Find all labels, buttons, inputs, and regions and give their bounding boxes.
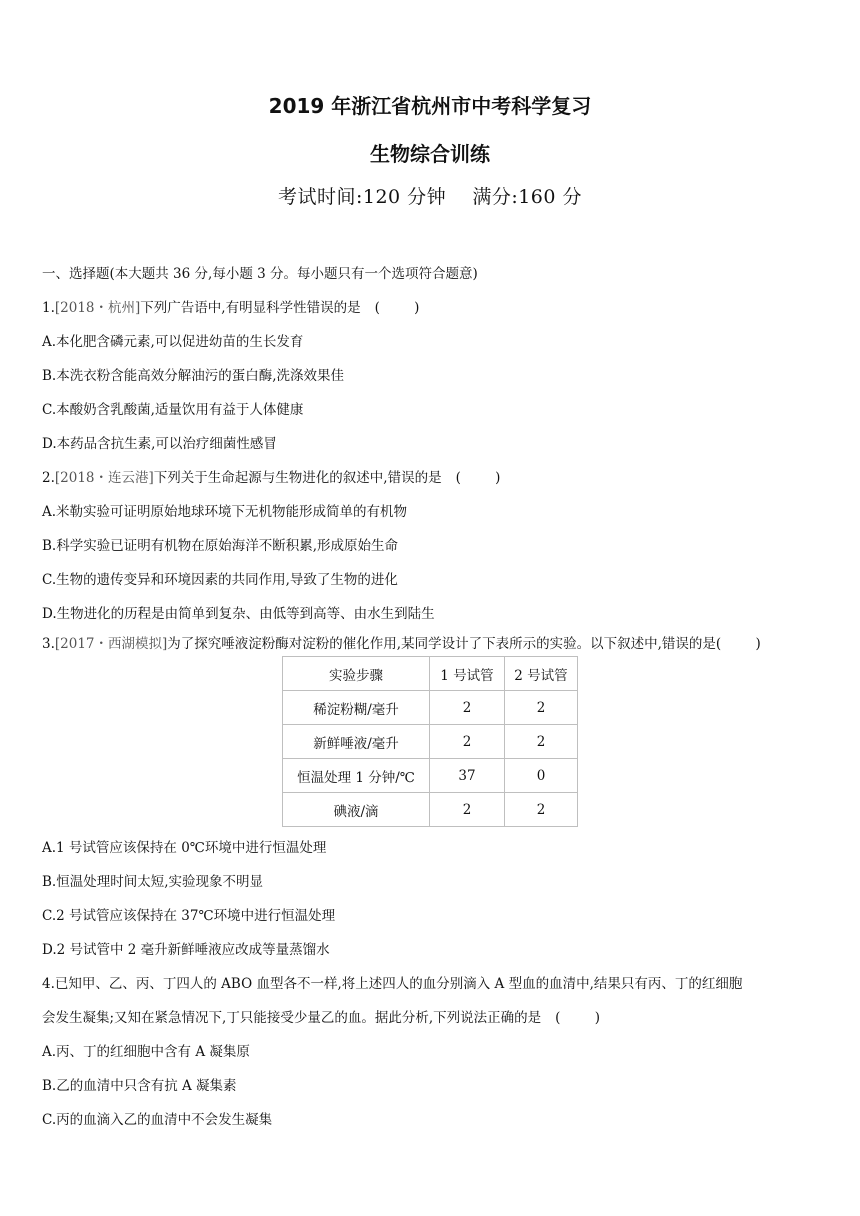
question-4-stem-line2 [42,1006,600,1026]
table-header-cell: 1 号试管 [430,657,505,691]
question-1-stem [42,296,419,316]
question-2-stem [42,466,500,486]
question-number: 4. [42,976,55,992]
question-text: 下列关于生命起源与生物进化的叙述中,错误的是 [153,470,442,486]
question-text: 下列广告语中,有明显科学性错误的是 [140,300,361,316]
question-3-option-a: A.1 号试管应该保持在 0℃环境中进行恒温处理 [42,840,327,856]
table-cell: 2 [430,793,505,827]
table-cell: 恒温处理 1 分钟/℃ [283,759,430,793]
answer-blank: ( ) [555,1010,601,1026]
question-source: [2017・西湖模拟] [54,636,168,652]
answer-blank: ( ) [715,636,761,652]
question-source: [2018・杭州] [54,300,141,316]
table-cell: 2 [430,691,505,725]
question-4-stem-line1 [42,972,742,992]
question-1-option-d: D.本药品含抗生素,可以治疗细菌性感冒 [42,436,277,452]
answer-blank: ( ) [455,470,501,486]
table-row [283,691,578,725]
question-3-stem [42,632,761,652]
question-number: 2. [42,470,55,486]
table-cell: 0 [505,759,578,793]
experiment-table [282,656,578,827]
table-header-cell: 2 号试管 [505,657,578,691]
question-1-option-c: C.本酸奶含乳酸菌,适量饮用有益于人体健康 [42,402,304,418]
table-row [283,793,578,827]
question-4-option-c: C.丙的血滴入乙的血清中不会发生凝集 [42,1112,273,1128]
question-4-option-a: A.丙、丁的红细胞中含有 A 凝集原 [42,1044,250,1060]
answer-blank: ( ) [374,300,420,316]
table-cell: 2 [505,725,578,759]
question-2-option-a: A.米勒实验可证明原始地球环境下无机物能形成简单的有机物 [42,504,408,520]
question-number: 3. [42,636,55,652]
question-text: 为了探究唾液淀粉酶对淀粉的催化作用,某同学设计了下表所示的实验。以下叙述中,错误的是 [167,636,716,652]
question-2-option-c: C.生物的遗传变异和环境因素的共同作用,导致了生物的进化 [42,572,398,588]
table-cell: 2 [505,793,578,827]
question-2-option-d: D.生物进化的历程是由简单到复杂、由低等到高等、由水生到陆生 [42,606,435,622]
table-cell: 新鲜唾液/毫升 [283,725,430,759]
table-row [283,725,578,759]
table-cell: 2 [505,691,578,725]
table-cell: 碘液/滴 [283,793,430,827]
question-2-option-b: B.科学实验已证明有机物在原始海洋不断积累,形成原始生命 [42,538,399,554]
table-cell: 2 [430,725,505,759]
question-1-option-a: A.本化肥含磷元素,可以促进幼苗的生长发育 [42,334,304,350]
table-header-row [283,657,578,691]
question-source: [2018・连云港] [54,470,154,486]
document-title: 2019 年浙江省杭州市中考科学复习 [268,94,592,118]
question-number: 1. [42,300,55,316]
document-subtitle: 生物综合训练 [370,142,490,166]
question-3-option-d: D.2 号试管中 2 毫升新鲜唾液应改成等量蒸馏水 [42,942,330,958]
question-text: 会发生凝集;又知在紧急情况下,丁只能接受少量乙的血。据此分析,下列说法正确的是 [42,1010,542,1026]
exam-info: 考试时间:120 分钟 满分:160 分 [277,186,583,208]
question-3-option-b: B.恒温处理时间太短,实验现象不明显 [42,874,264,890]
question-4-option-b: B.乙的血清中只含有抗 A 凝集素 [42,1078,237,1094]
question-3-option-c: C.2 号试管应该保持在 37℃环境中进行恒温处理 [42,908,336,924]
question-text: 已知甲、乙、丙、丁四人的 ABO 血型各不一样,将上述四人的血分别滴入 A 型血的血清中,结果只有丙、丁的红细胞 [54,976,743,992]
table-header-cell: 实验步骤 [283,657,430,691]
question-1-option-b: B.本洗衣粉含能高效分解油污的蛋白酶,洗涤效果佳 [42,368,345,384]
table-cell: 稀淀粉糊/毫升 [283,691,430,725]
table-cell: 37 [430,759,505,793]
section-heading: 一、选择题(本大题共 36 分,每小题 3 分。每小题只有一个选项符合题意) [42,266,478,282]
table-row [283,759,578,793]
